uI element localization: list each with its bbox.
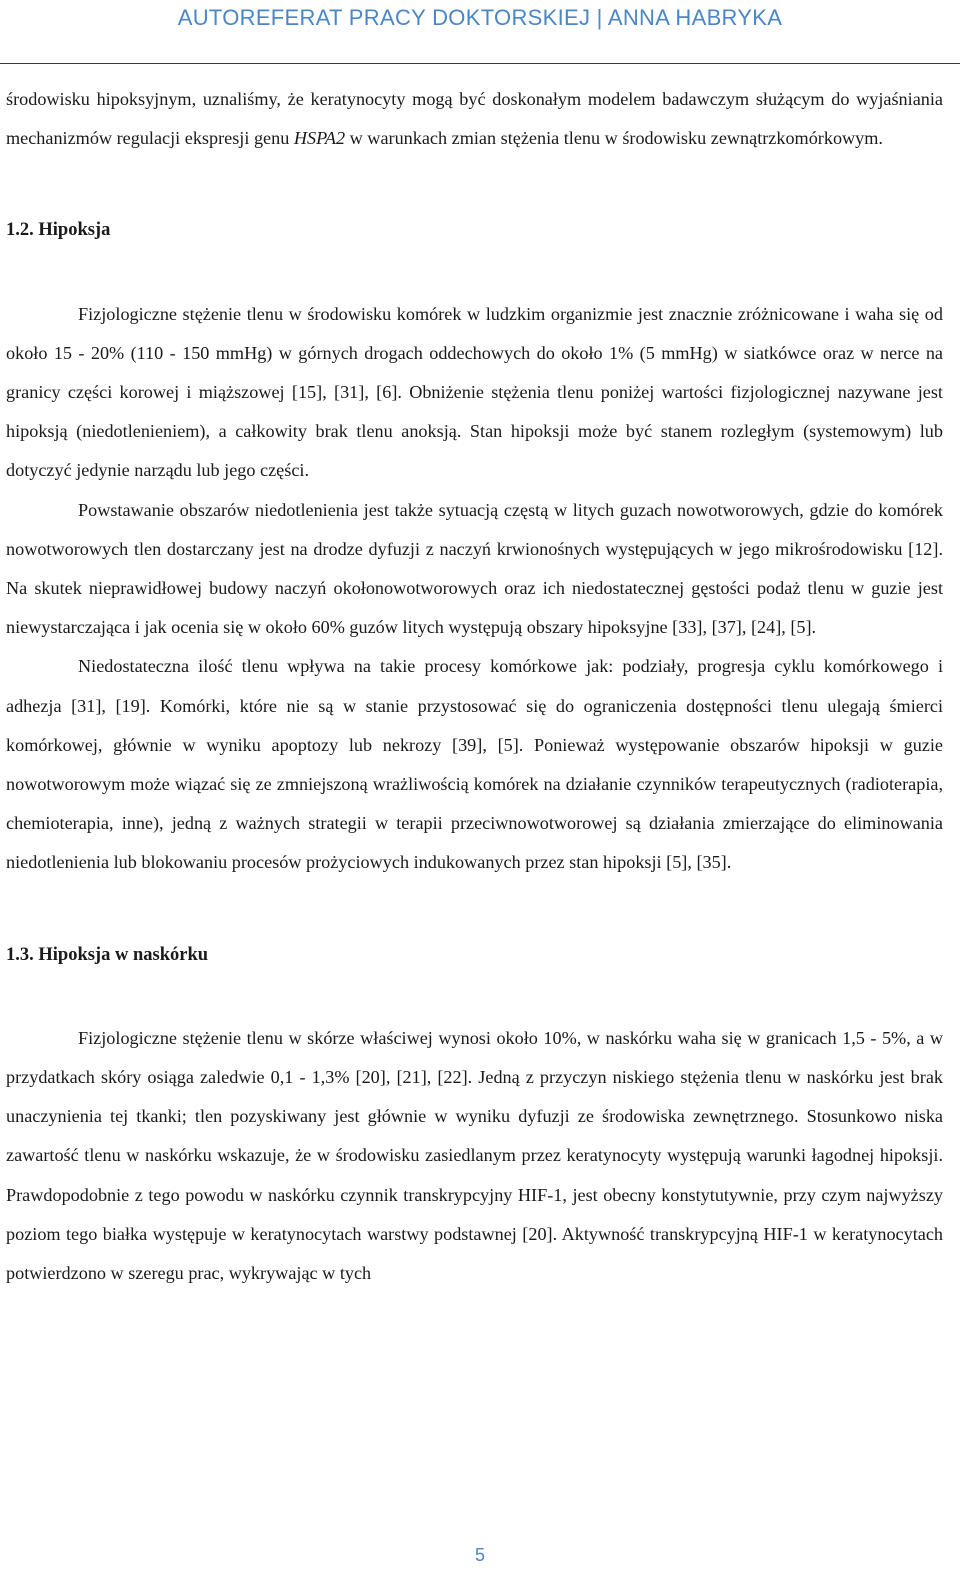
spacer: [6, 975, 943, 1019]
paragraph-hypoxia-1: Fizjologiczne stężenie tlenu w środowisku komórek w ludzkim organizmie jest znacznie zróżnicowane i waha się od około 15 - 20% (110 - 150 mmHg) w górnych drogach oddechowych do około 1% (5 mmHg) w siatkówce oraz w nerce na granicy części korowej i miąższowej [15], [31], [6]. Obniżenie stężenia tlenu poniżej wartości fizjologicznej nazywane jest hipoksją (niedotlenieniem), a całkowity brak tlenu anoksją. Stan hipoksji może być stanem rozległym (systemowym) lub dotyczyć jedynie narządu lub jego części.: [6, 303, 943, 481]
section-heading-1-3: 1.3. Hipoksja w naskórku: [6, 944, 209, 965]
page-number: 5: [474, 1545, 485, 1565]
paragraph-epidermis-1: Fizjologiczne stężenie tlenu w skórze właściwej wynosi około 10%, w naskórku waha się w granicach 1,5 - 5%, a w przydatkach skóry osiąga zaledwie 0,1 - 1,3% [20], [21], [22]. Jedną z przyczyn niskiego stężenia tlenu w naskórku jest brak unaczynienia tej tkanki; tlen pozyskiwany jest głównie w wyniku dyfuzji ze środowiska zewnętrznego. Stosunkowo niska zawartość tlenu w naskórku wskazuje, że w środowisku zasiedlanym przez keratynocyty występują warunki łagodnej hipoksji. Prawdopodobnie z tego powodu w naskórku czynnik transkrypcyjny HIF-1, jest obecny konstytutywnie, przy czym najwyższy poziom tego białka występuje w keratynocytach warstwy podstawnej [20]. Aktywność transkrypcyjną HIF-1 w keratynocytach potwierdzono w szeregu prac, wykrywając w tych: [6, 1027, 943, 1284]
page-header: [0, 0, 960, 40]
intro-text-part1: środowisku hipoksyjnym, uznaliśmy, że keratynocyty mogą być doskonałym modelem badawczym służącym do wyjaśniania mechanizmów regulacji ekspresji genu: [6, 89, 943, 149]
gene-name: HSPA2: [293, 128, 346, 149]
intro-paragraph: [6, 80, 943, 158]
header-title: AUTOREFERAT PRACY DOKTORSKIEJ | ANNA HABRYKA: [177, 5, 783, 30]
spacer: [6, 158, 943, 211]
spacer: [6, 251, 943, 295]
paragraph-hypoxia-2: Powstawanie obszarów niedotlenienia jest także sytuacją częstą w litych guzach nowotworowych, gdzie do komórek nowotworowych tlen dostarczany jest na drodze dyfuzji z naczyń krwionośnych występujących w jego mikrośrodowisku [12]. Na skutek nieprawidłowej budowy naczyń okołonowotworowych oraz ich niedostatecznej gęstości podaż tlenu w guzie jest niewystarczająca i jak ocenia się w około 60% guzów litych występują obszary hipoksyjne [33], [37], [24], [5].: [6, 499, 943, 638]
document-body: [6, 80, 943, 1293]
intro-text-part2: w warunkach zmian stężenia tlenu w środowisku zewnątrzkomórkowym.: [345, 128, 883, 149]
spacer: [6, 883, 943, 936]
section-heading-1-2: 1.2. Hipoksja: [6, 220, 111, 241]
header-divider: [0, 63, 960, 64]
paragraph-hypoxia-3: Niedostateczna ilość tlenu wpływa na takie procesy komórkowe jak: podziały, progresja cyklu komórkowego i adhezja [31], [19]. Komórki, które nie są w stanie przystosować się do ograniczenia dostępności tlenu ulegają śmierci komórkowej, głównie w wyniku apoptozy lub nekrozy [39], [5]. Ponieważ występowanie obszarów hipoksji w guzie nowotworowym może wiązać się ze zmniejszoną wrażliwością komórek na działanie czynników terapeutycznych (radioterapia, chemioterapia, inne), jedną z ważnych strategii w terapii przeciwnowotworowej są działania zmierzające do eliminowania niedotlenienia lub blokowaniu procesów prożyciowych indukowanych przez stan hipoksji [5], [35].: [6, 656, 943, 873]
